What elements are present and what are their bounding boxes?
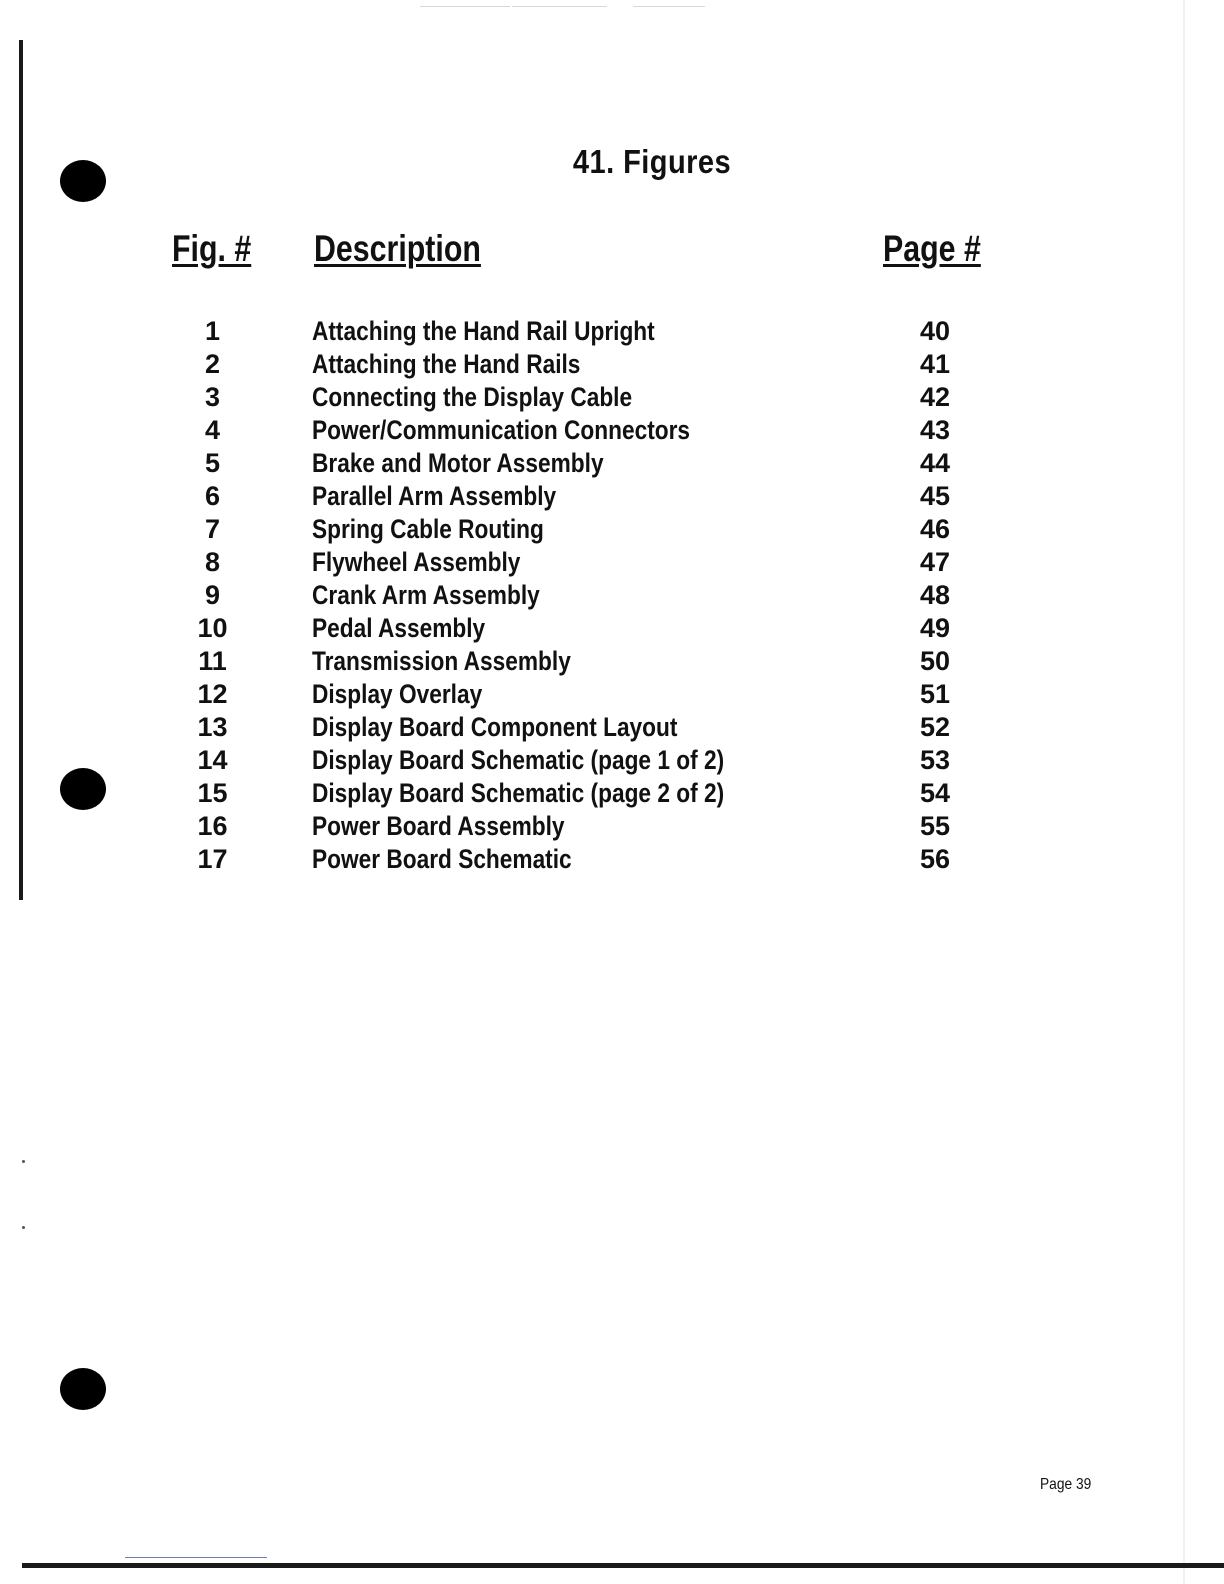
figure-number: 16: [197, 811, 228, 841]
figure-row: [0, 547, 1224, 580]
figure-page: 52: [919, 712, 951, 742]
figure-row: [0, 811, 1224, 844]
figure-row: [0, 778, 1224, 811]
figure-row: [0, 646, 1224, 679]
scan-top-line: [633, 6, 705, 7]
figure-description: Display Overlay: [312, 679, 483, 709]
figure-page: 43: [919, 415, 951, 445]
figure-row: [0, 613, 1224, 646]
figure-description: Transmission Assembly: [312, 646, 571, 676]
figure-description: Display Board Component Layout: [312, 712, 678, 742]
figure-number: 9: [204, 580, 221, 610]
figure-page: 41: [919, 349, 951, 379]
figure-description: Brake and Motor Assembly: [312, 448, 604, 478]
figure-page: 45: [919, 481, 951, 511]
figure-description: Spring Cable Routing: [312, 514, 544, 544]
scan-top-line: [420, 6, 510, 7]
column-header-fig: Fig. #: [172, 228, 252, 269]
figure-number: 13: [197, 712, 228, 742]
figure-row: [0, 745, 1224, 778]
figure-description: Attaching the Hand Rail Upright: [312, 316, 655, 346]
figure-number: 7: [204, 514, 221, 544]
column-header-page: Page #: [883, 228, 981, 269]
figure-number: 6: [204, 481, 221, 511]
figure-number: 2: [204, 349, 221, 379]
figure-description: Crank Arm Assembly: [312, 580, 540, 610]
figure-row: [0, 580, 1224, 613]
figure-row: [0, 481, 1224, 514]
figure-page: 51: [919, 679, 951, 709]
figure-page: 42: [919, 382, 951, 412]
figure-page: 40: [919, 316, 951, 346]
figure-page: 46: [919, 514, 951, 544]
figure-page: 44: [919, 448, 951, 478]
figure-row: [0, 679, 1224, 712]
figure-description: Display Board Schematic (page 2 of 2): [312, 778, 725, 808]
figure-number: 15: [197, 778, 228, 808]
figure-number: 12: [197, 679, 228, 709]
scan-speck: [22, 1160, 25, 1163]
figure-description: Power Board Schematic: [312, 844, 572, 874]
figure-page: 55: [919, 811, 951, 841]
figure-description: Power/Communication Connectors: [312, 415, 691, 445]
figure-number: 17: [197, 844, 228, 874]
figure-page: 47: [919, 547, 951, 577]
figure-row: [0, 514, 1224, 547]
column-header-description: Description: [314, 228, 481, 269]
figure-number: 5: [204, 448, 221, 478]
figure-number: 11: [198, 646, 227, 676]
figure-page: 54: [919, 778, 951, 808]
figure-number: 10: [197, 613, 228, 643]
figure-description: Flywheel Assembly: [312, 547, 521, 577]
figure-row: [0, 382, 1224, 415]
figure-number: 14: [197, 745, 228, 775]
figure-description: Power Board Assembly: [312, 811, 565, 841]
figure-page: 49: [919, 613, 951, 643]
figure-page: 53: [919, 745, 951, 775]
figure-row: [0, 712, 1224, 745]
figure-row: [0, 415, 1224, 448]
figure-row: [0, 349, 1224, 382]
figure-number: 4: [204, 415, 221, 445]
figure-description: Pedal Assembly: [312, 613, 486, 643]
scan-speck: [22, 1226, 25, 1229]
figure-row: [0, 844, 1224, 877]
scan-bottom-line: [125, 1557, 267, 1558]
figure-number: 1: [204, 316, 221, 346]
figure-description: Display Board Schematic (page 1 of 2): [312, 745, 725, 775]
figure-list: [0, 316, 1224, 877]
section-title: 41. Figures: [572, 143, 732, 180]
punch-hole-bottom: [60, 1368, 106, 1410]
scan-top-line: [512, 6, 607, 7]
figure-row: [0, 316, 1224, 349]
page-number: Page 39: [1040, 1476, 1092, 1493]
figure-page: 56: [919, 844, 951, 874]
figure-description: Connecting the Display Cable: [312, 382, 633, 412]
figure-page: 50: [919, 646, 951, 676]
figure-number: 3: [204, 382, 221, 412]
figure-number: 8: [204, 547, 221, 577]
figure-page: 48: [919, 580, 951, 610]
scan-bottom-edge: [22, 1563, 1224, 1568]
figure-description: Parallel Arm Assembly: [312, 481, 557, 511]
figure-description: Attaching the Hand Rails: [312, 349, 581, 379]
figure-row: [0, 448, 1224, 481]
